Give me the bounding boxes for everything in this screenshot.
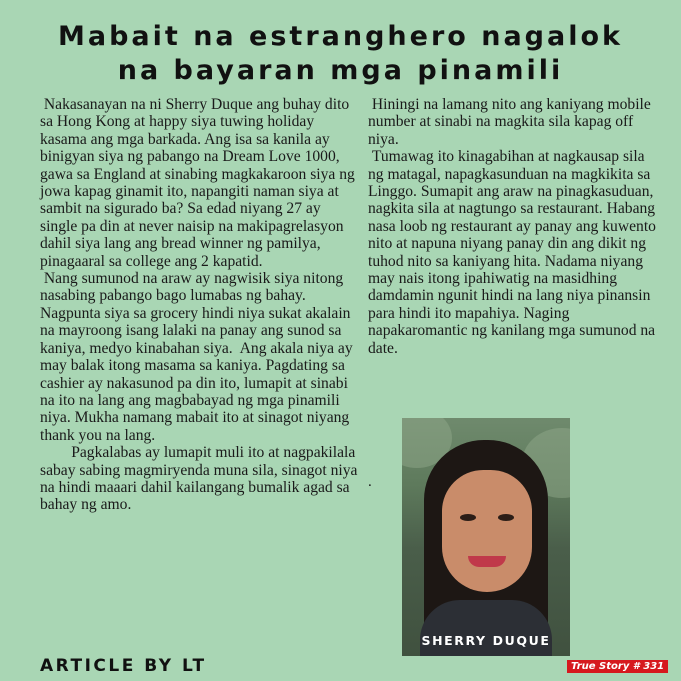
portrait-eye — [498, 514, 514, 521]
portrait-face — [442, 470, 532, 592]
paragraph: Pagkalabas ay lumapit muli ito at nagpakilala sabay sabing magmiryenda muna sila, sinagot niya na hindi maaari dahil kailangang bumalik agad sa bahay ng amo. — [40, 444, 362, 514]
paragraph: Hiningi na lamang nito ang kaniyang mobile number at sinabi na magkita sila kapag off niya. — [368, 96, 655, 148]
stray-period: . — [368, 474, 372, 490]
article-title — [0, 20, 681, 88]
article-byline: ARTICLE BY LT — [40, 656, 207, 676]
portrait-eye — [460, 514, 476, 521]
paragraph: Nang sumunod na araw ay nagwisik siya nitong nasabing pabango bago lumabas ng bahay. Nagpunta siya sa grocery hindi niya sukat akalain na mayroong isang lalaki na panay ang sunod sa kaniya, medyo kinabahan siya. Ang akala niya ay may balak itong masama sa kaniya. Pagdating sa cashier ay nakasunod pa din ito, lumapit at sinabi na ito na lang ang magbabayad ng mga pinamili niya. Mukha namang mabait ito at sinagot niyang thank you na lang. — [40, 270, 357, 444]
title-line-2: na bayaran mga pinamili — [117, 55, 564, 86]
paragraph: Tumawag ito kinagabihan at nagkausap sila ng matagal, napagkasunduan na magkikita sa Linggo. Sumapit ang araw na pinagkasuduan, nagkita sila at nagtungo sa restaurant. Habang nasa loob ng restaurant ay panay ang kuwento nito at napuna niyang panay din ang dikit ng tuhod nito sa kaniyang hita. Nadama niyang may nais itong ipahiwatig na masidhing damdamin ngunit hindi na lang niya pinansin para hindi ito mapahiya. Naging napakaromantic ng kanilang mga sumunod na date. — [368, 148, 660, 357]
article-right-column — [368, 96, 660, 357]
portrait-smile — [468, 556, 506, 567]
portrait-photo — [402, 418, 570, 656]
article-left-column — [40, 96, 362, 514]
photo-caption: SHERRY DUQUE — [421, 633, 551, 648]
true-story-badge: True Story # 331 — [567, 660, 668, 673]
title-line-1: Mabait na estranghero nagalok — [58, 21, 623, 52]
paragraph: Nakasanayan na ni Sherry Duque ang buhay dito sa Hong Kong at happy siya tuwing holiday kasama ang mga barkada. Ang isa sa kanila ay binigyan siya ng pabango na Dream Love 1000, gawa sa England at sinabing magkakaroon siya ng jowa kapag ginamit ito, napangiti naman siya at sambit na sigurado ba? Sa edad niyang 27 ay single pa din at never naisip na makipagrelasyon dahil siya lang ang bread winner ng pamilya, pinagaaral sa college ang 2 kapatid. — [40, 96, 359, 270]
